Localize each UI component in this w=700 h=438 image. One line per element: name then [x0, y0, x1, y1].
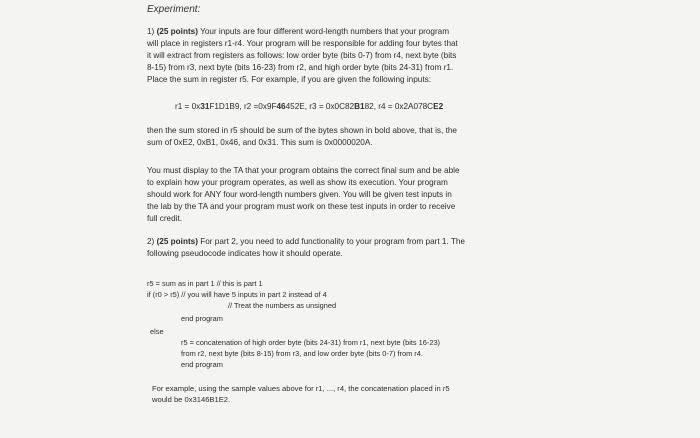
part1-paragraph — [147, 26, 458, 86]
r2-byte: 46 — [276, 102, 286, 111]
part1-number: 1) — [147, 27, 155, 36]
pseudocode-line-6: r5 = concatenation of high order byte (bits 24-31) from r1, next byte (bits 16-23) — [181, 338, 441, 347]
part2-points: (25 points) — [156, 237, 198, 246]
pseudocode-line-3: // Treat the numbers as unsigned — [228, 301, 337, 310]
concatenation-example-paragraph: For example, using the sample values above for r1, ..., r4, the concatenation placed in r5 would be 0x3146B1E2. — [152, 384, 450, 404]
display-requirement-paragraph: You must display to the TA that your program obtains the correct final sum and be able to explain how your program operates, as well as show its execution. Your program should work for ANY four word-length numbers given. You will be given test inputs in the lab by the TA and your program must work on these test inputs in order to receive full credit. — [147, 166, 460, 223]
example-inputs-formula: r1 = 0x31F1D1B9, r2 =0x9F46452E, r3 = 0x0C82B182, r4 = 0x2A078CE2 — [175, 102, 444, 111]
pseudocode-line-5: else — [150, 327, 164, 336]
part1-line-3: it will extract from registers as follows: low order byte (bits 0-7) from r4, next byte (bits — [147, 51, 457, 60]
pseudocode-line-4: end program — [181, 314, 223, 323]
r1-high-byte: 31 — [200, 102, 210, 111]
part2-line-1: For part 2, you need to add functionality to your program from part 1. The — [200, 237, 465, 246]
part1-line-1: Your inputs are four different word-length numbers that your program — [200, 27, 450, 36]
pseudocode-line-7: from r2, next byte (bits 8-15) from r3, and low order byte (bits 0-7) from r4. — [181, 349, 423, 358]
part1-points: (25 points) — [156, 27, 198, 36]
part2-number: 2) — [147, 237, 155, 246]
part1-line-2: will place in registers r1-r4. Your program will be responsible for adding four bytes that — [147, 39, 458, 48]
part2-line-2: following pseudocode indicates how it should operate. — [147, 249, 343, 258]
r3-byte: B1 — [354, 102, 365, 111]
sum-paragraph: then the sum stored in r5 should be sum of the bytes shown in bold above, that is, the sum of 0xE2, 0xB1, 0x46, and 0x31. This sum is 0x0000020A. — [147, 126, 457, 147]
part2-paragraph — [147, 236, 465, 260]
experiment-heading: Experiment: — [147, 4, 201, 15]
part1-line-4: 8-15) from r3, next byte (bits 16-23) from r2, and high order byte (bits 24-31) from r1. — [147, 63, 454, 72]
part1-line-5: Place the sum in register r5. For example, if you are given the following inputs: — [147, 75, 431, 84]
r4-low-byte: E2 — [433, 102, 444, 111]
pseudocode-line-1: r5 = sum as in part 1 // this is part 1 — [147, 279, 263, 288]
pseudocode-line-8: end program — [181, 360, 223, 369]
pseudocode-line-2: if (r0 > r5) // you will have 5 inputs in part 2 instead of 4 — [147, 290, 327, 299]
